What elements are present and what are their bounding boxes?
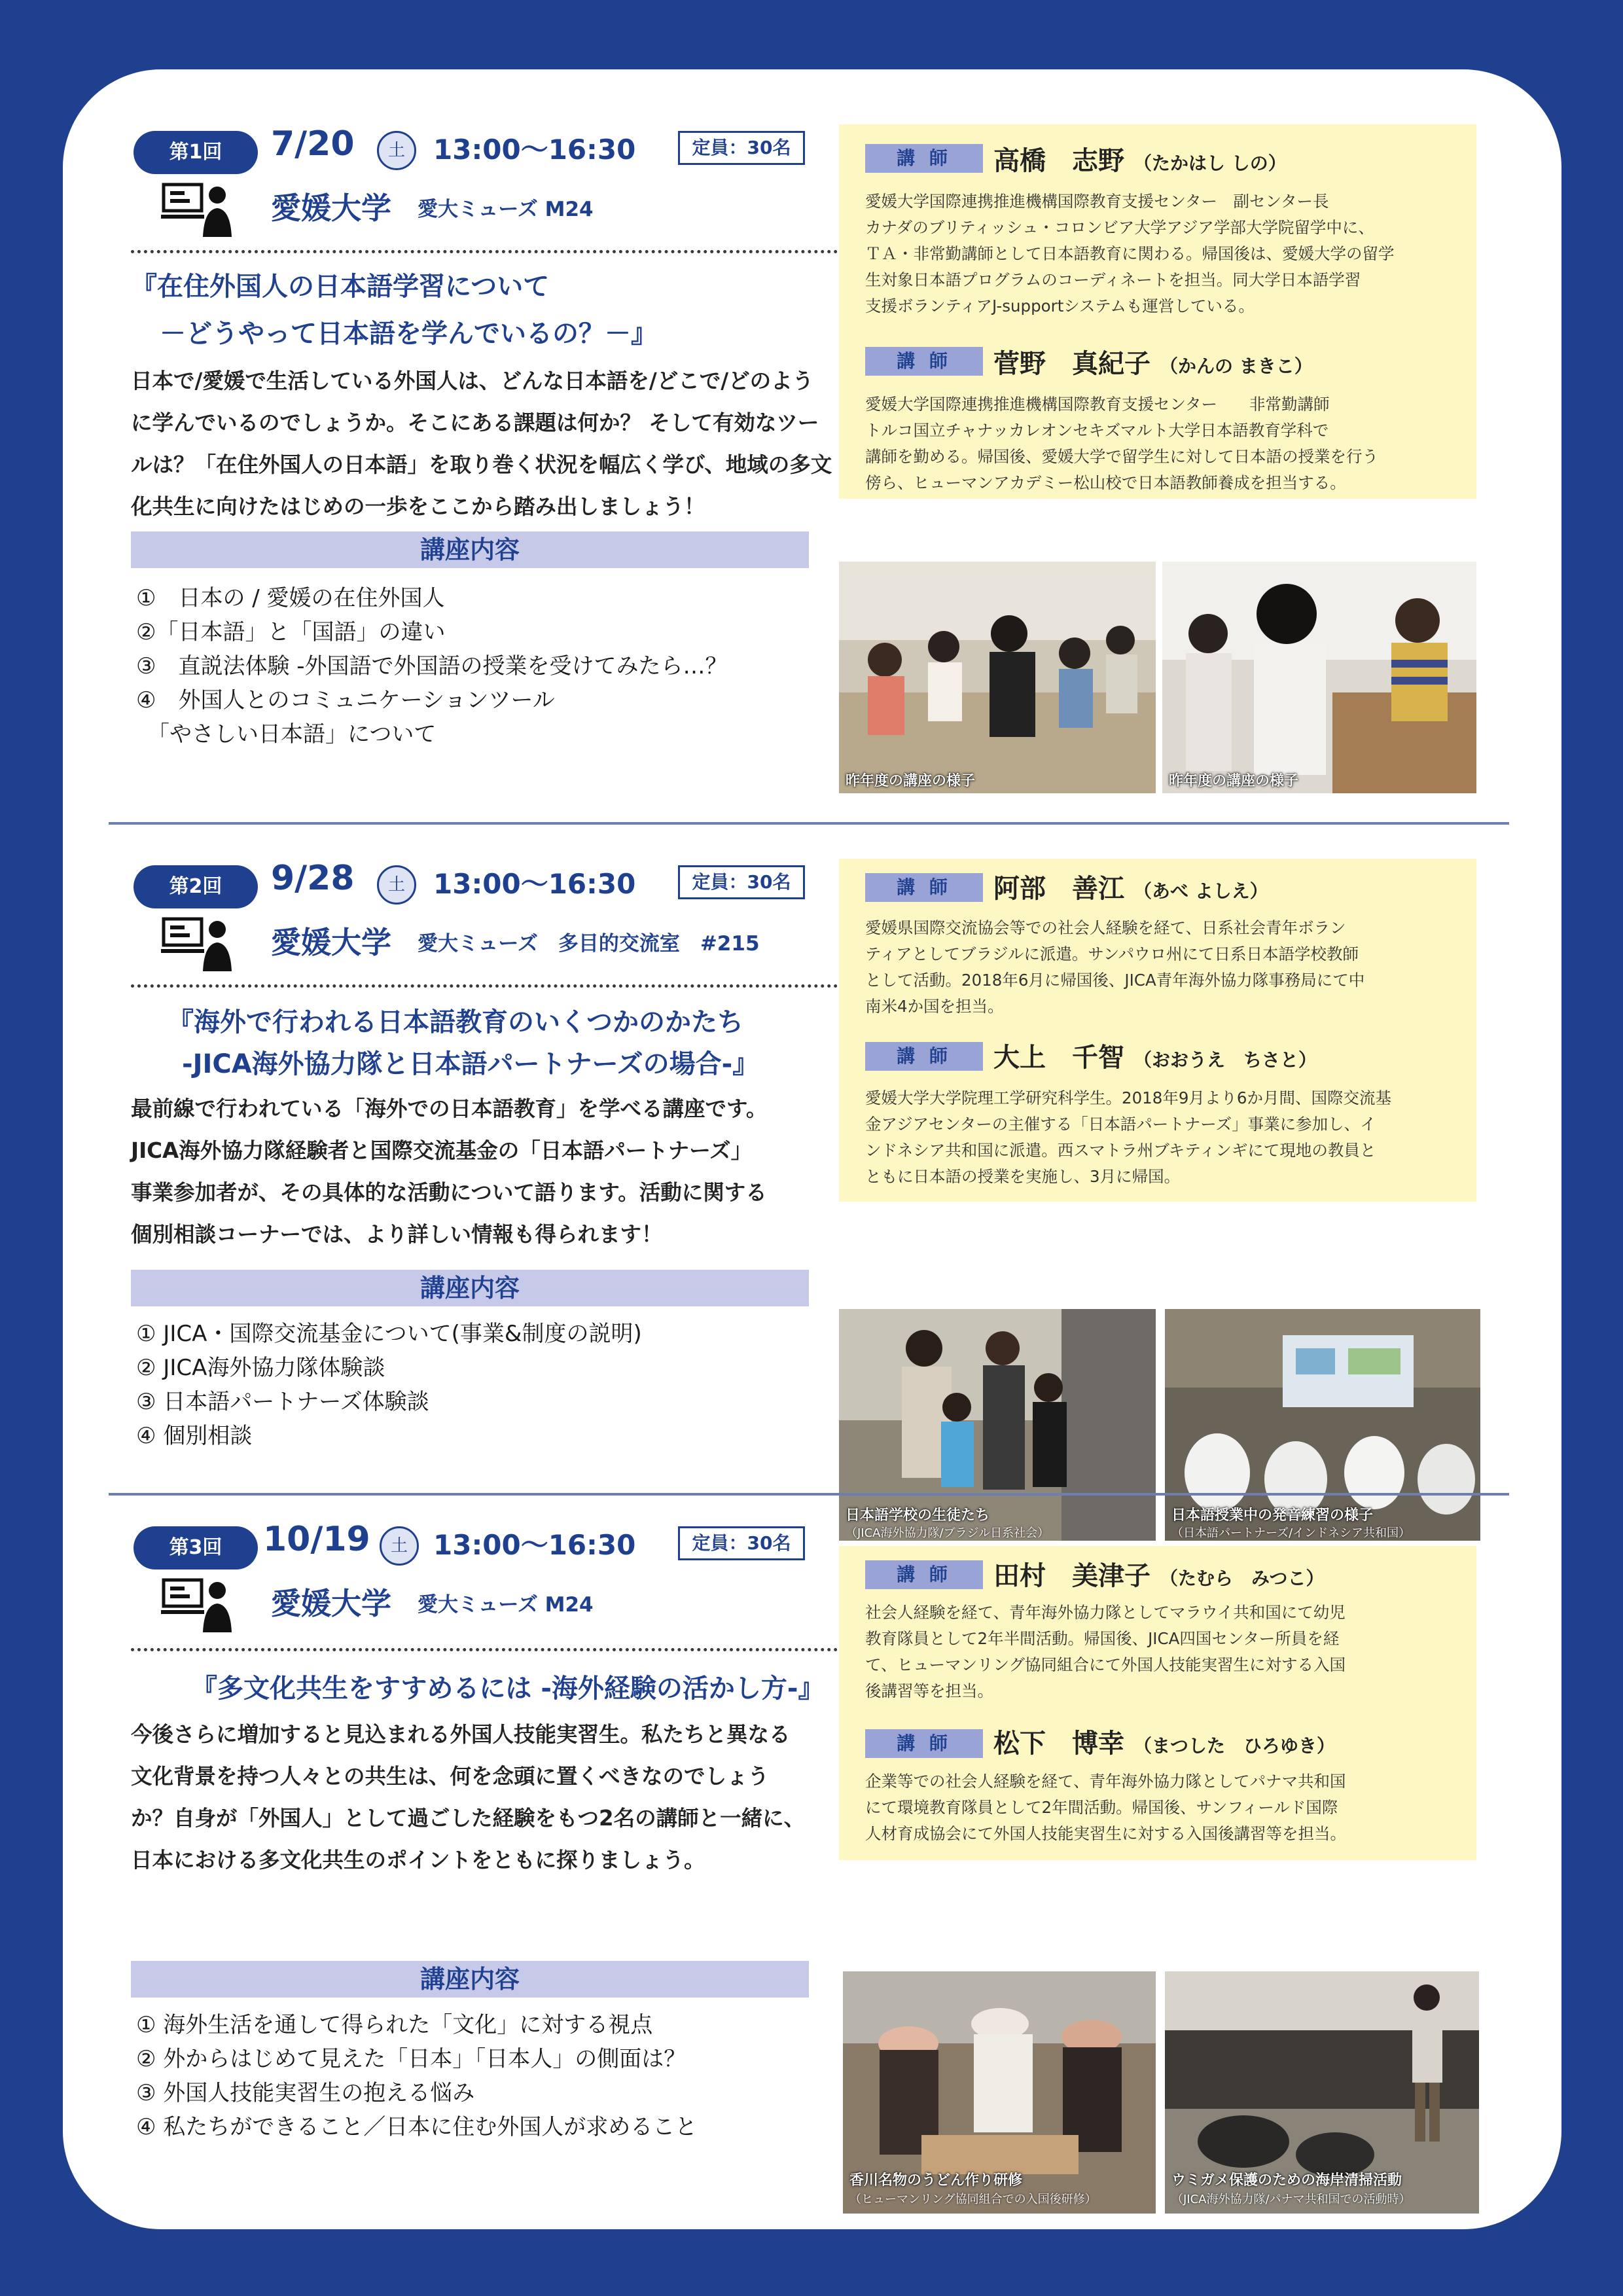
dotted-divider xyxy=(131,250,870,253)
bio-line: 講師を勤める。帰国後、愛媛大学で留学生に対して日本語の授業を行う xyxy=(865,447,1378,466)
topic-line-2: －どうやって日本語を学んでいるの？－』 xyxy=(160,319,657,349)
instructor-name xyxy=(993,1037,1317,1074)
bio-line: ティアとしてブラジルに派遣。サンパウロ州にて日系日本語学校教師 xyxy=(865,944,1359,963)
description-line: 個別相談コーナーでは、より詳しい情報も得られます！ xyxy=(131,1222,663,1247)
content-item: ② 外からはじめて見えた「日本」「日本人」の側面は？ xyxy=(136,2046,687,2072)
instructor-kana: （まつした ひろゆき） xyxy=(1133,1735,1336,1757)
instructor-name-text: 大上 千智 xyxy=(993,1043,1124,1073)
content-item: ③ 直説法体験 -外国語で外国語の授業を受けてみたら…？ xyxy=(136,653,728,679)
content-item: ③ 日本語パートナーズ体験談 xyxy=(136,1389,429,1415)
section-divider xyxy=(109,1493,1509,1496)
session-time: 13:00～16:30 xyxy=(433,1529,636,1561)
photo-lecture-2 xyxy=(1162,562,1476,793)
description-line: 文化背景を持つ人々との共生は、何を念頭に置くべきなのでしょう xyxy=(131,1764,770,1789)
bio-line: トルコ国立チャナッカレオンセキズマルト大学日本語教育学科で xyxy=(865,421,1329,440)
session-date: 10/19 xyxy=(263,1520,370,1559)
bio-line: 人材育成協会にて外国人技能実習生に対する入国後講習等を担当。 xyxy=(865,1824,1346,1843)
section-divider xyxy=(109,822,1509,825)
content-item: ① JICA・国際交流基金について(事業&制度の説明) xyxy=(136,1321,642,1347)
photo-caption: ウミガメ保護のための海岸清掃活動 xyxy=(1171,2172,1402,2189)
capacity-box: 定員：30名 xyxy=(678,1526,805,1560)
content-item: 「やさしい日本語」について xyxy=(136,721,437,747)
day-of-week-badge: 土 xyxy=(377,131,416,170)
instructor-panel xyxy=(839,1546,1476,1860)
instructor-bio xyxy=(865,391,1467,496)
bio-line: 教育隊員として2年半間活動。帰国後、JICA四国センター所員を経 xyxy=(865,1629,1340,1648)
bio-line: 企業等での社会人経験を経て、青年海外協力隊としてパナマ共和国 xyxy=(865,1772,1346,1791)
photo-subcaption: （JICA海外協力隊/ブラジル日系社会） xyxy=(846,1526,1050,1540)
topic-line-2: -JICA海外協力隊と日本語パートナーズの場合-』 xyxy=(182,1049,759,1079)
capacity-box: 定員：30名 xyxy=(678,865,805,899)
description-line: 日本で/愛媛で生活している外国人は、どんな日本語を/どこで/どのよう xyxy=(131,368,814,393)
session-badge: 第1回 xyxy=(134,131,258,174)
content-item: ②「日本語」と「国語」の違い xyxy=(136,619,446,645)
instructor-panel xyxy=(839,124,1476,499)
photo-indonesia-class xyxy=(1165,1309,1480,1541)
photo-caption: 日本語学校の生徒たち xyxy=(846,1507,990,1524)
bio-line: 南米4か国を担当。 xyxy=(865,997,1004,1016)
bio-line: 愛媛大学国際連携推進機構国際教育支援センター 非常勤講師 xyxy=(865,395,1330,414)
bio-line: ＴＡ・非常勤講師として日本語教育に関わる。帰国後は、愛媛大学の留学 xyxy=(865,244,1395,263)
bio-line: 愛媛大学大学院理工学研究科学生。2018年9月より6か月間、国際交流基 xyxy=(865,1088,1392,1107)
photo-subcaption: （日本語パートナーズ/インドネシア共和国） xyxy=(1171,1526,1410,1540)
session-description xyxy=(131,360,883,528)
content-header-bar: 講座内容 xyxy=(131,1270,809,1306)
instructor-name-text: 松下 博幸 xyxy=(993,1729,1124,1759)
description-line: 事業参加者が、その具体的な活動について語ります。活動に関する xyxy=(131,1180,767,1205)
instructor-name xyxy=(993,1555,1324,1592)
instructor-bio xyxy=(865,188,1467,319)
venue-name: 愛媛大学 xyxy=(271,925,391,960)
photo-beach-cleanup xyxy=(1165,1971,1479,2214)
photo-brazil-students xyxy=(839,1309,1156,1541)
instructor-name-text: 田村 美津子 xyxy=(993,1561,1150,1591)
session-badge: 第3回 xyxy=(134,1526,258,1570)
content-item: ② JICA海外協力隊体験談 xyxy=(136,1355,385,1381)
content-item: ③ 外国人技能実習生の抱える悩み xyxy=(136,2080,475,2106)
session-badge: 第2回 xyxy=(134,865,258,908)
venue-name: 愛媛大学 xyxy=(271,190,391,226)
photo-caption: 香川名物のうどん作り研修 xyxy=(849,2172,1023,2189)
session-description xyxy=(131,1713,883,1881)
content-header-bar: 講座内容 xyxy=(131,1961,809,1998)
description-line: ルは？「在住外国人の日本語」を取り巻く状況を幅広く学び、地域の多文 xyxy=(131,452,832,477)
bio-line: カナダのブリティッシュ・コロンビア大学アジア学部大学院留学中に、 xyxy=(865,218,1374,237)
instructor-kana: （おおうえ ちさと） xyxy=(1133,1049,1317,1071)
content-list xyxy=(136,2008,697,2144)
dotted-divider xyxy=(131,1648,870,1651)
instructor-tag: 講 師 xyxy=(865,1042,983,1071)
topic-line-1: 『多文化共生をすすめるには -海外経験の活かし方-』 xyxy=(191,1674,825,1704)
bio-line: 愛媛県国際交流協会等での社会人経験を経て、日系社会青年ボラン xyxy=(865,918,1346,937)
instructor-tag: 講 師 xyxy=(865,1729,983,1758)
venue-detail: 愛大ミューズ M24 xyxy=(418,198,594,221)
content-item: ④ 外国人とのコミュニケーションツール xyxy=(136,687,555,713)
session-date: 9/28 xyxy=(271,859,355,898)
content-item: ① 日本の / 愛媛の在住外国人 xyxy=(136,585,445,611)
capacity-box: 定員：30名 xyxy=(678,131,805,165)
bio-line: 傍ら、ヒューマンアカデミー松山校で日本語教師養成を担当する。 xyxy=(865,473,1346,492)
instructor-tag: 講 師 xyxy=(865,144,983,173)
content-list xyxy=(136,581,728,751)
instructor-kana: （たむら みつこ） xyxy=(1160,1568,1325,1589)
content-item: ④ 個別相談 xyxy=(136,1423,253,1449)
session-time: 13:00～16:30 xyxy=(433,134,636,166)
instructor-tag: 講 師 xyxy=(865,347,983,376)
bio-line: 金アジアセンターの主催する「日本語パートナーズ」事業に参加し、イ xyxy=(865,1115,1376,1134)
instructor-name-text: 阿部 善江 xyxy=(993,874,1124,904)
instructor-bio xyxy=(865,1600,1467,1704)
description-line: か？自身が「外国人」として過ごした経験をもつ2名の講師と一緒に、 xyxy=(131,1806,806,1831)
topic-line-1: 『在住外国人の日本語学習について xyxy=(131,272,550,302)
instructor-tag: 講 師 xyxy=(865,1560,983,1589)
photo-caption: 昨年度の講座の様子 xyxy=(846,773,976,789)
online-lecture-icon xyxy=(161,1576,233,1635)
bio-line: 後講習等を担当。 xyxy=(865,1681,993,1700)
description-line: に学んでいるのでしょうか。そこにある課題は何か？ そして有効なツー xyxy=(131,410,819,435)
photo-subcaption: （JICA海外協力隊/パナマ共和国での活動時） xyxy=(1171,2193,1411,2206)
bio-line: 愛媛大学国際連携推進機構国際教育支援センター 副センター長 xyxy=(865,192,1329,211)
instructor-name-text: 高橋 志野 xyxy=(993,146,1124,176)
venue-detail: 愛大ミューズ 多目的交流室 #215 xyxy=(418,932,760,956)
instructor-kana: （たかはし しの） xyxy=(1133,152,1287,174)
instructor-bio xyxy=(865,915,1467,1020)
instructor-tag: 講 師 xyxy=(865,873,983,902)
instructor-kana: （あべ よしえ） xyxy=(1133,880,1268,902)
photo-caption: 日本語授業中の発音練習の様子 xyxy=(1171,1507,1374,1524)
content-item: ④ 私たちができること／日本に住む外国人が求めること xyxy=(136,2114,698,2140)
description-line: 最前線で行われている「海外での日本語教育」を学べる講座です。 xyxy=(131,1096,768,1121)
instructor-name xyxy=(993,343,1313,380)
bio-line: にて環境教育隊員として2年間活動。帰国後、サンフィールド国際 xyxy=(865,1798,1338,1817)
instructor-kana: （かんの まきこ） xyxy=(1160,355,1313,377)
bio-line: として活動。2018年6月に帰国後、JICA青年海外協力隊事務局にて中 xyxy=(865,971,1365,990)
instructor-name-text: 菅野 真紀子 xyxy=(993,349,1150,379)
content-list xyxy=(136,1317,642,1453)
description-line: 化共生に向けたはじめの一歩をここから踏み出しましょう！ xyxy=(131,494,705,519)
description-line: JICA海外協力隊経験者と国際交流基金の「日本語パートナーズ」 xyxy=(131,1138,753,1163)
day-of-week-badge: 土 xyxy=(380,1526,419,1566)
photo-lecture-1 xyxy=(839,562,1156,793)
session-time: 13:00～16:30 xyxy=(433,868,636,900)
instructor-name xyxy=(993,140,1287,177)
venue-detail: 愛大ミューズ M24 xyxy=(418,1593,594,1617)
online-lecture-icon xyxy=(161,181,233,240)
content-header-bar: 講座内容 xyxy=(131,531,809,568)
instructor-name xyxy=(993,1723,1335,1760)
online-lecture-icon xyxy=(161,915,233,974)
content-item: ① 海外生活を通して得られた「文化」に対する視点 xyxy=(136,2012,653,2038)
bio-line: 支援ボランティアJ-supportシステムも運営している。 xyxy=(865,296,1255,315)
dotted-divider xyxy=(131,984,870,988)
topic-line-1: 『海外で行われる日本語教育のいくつかのかたち xyxy=(168,1007,743,1037)
bio-line: ンドネシア共和国に派遣。西スマトラ州ブキティンギにて現地の教員と xyxy=(865,1141,1376,1160)
instructor-panel xyxy=(839,859,1476,1202)
day-of-week-badge: 土 xyxy=(377,865,416,905)
bio-line: ともに日本語の授業を実施し、3月に帰国。 xyxy=(865,1167,1181,1186)
description-line: 日本における多文化共生のポイントをともに探りましょう。 xyxy=(131,1848,705,1873)
instructor-bio xyxy=(865,1768,1467,1847)
bio-line: 社会人経験を経て、青年海外協力隊としてマラウイ共和国にて幼児 xyxy=(865,1603,1346,1622)
bio-line: 生対象日本語プログラムのコーディネートを担当。同大学日本語学習 xyxy=(865,270,1361,289)
instructor-name xyxy=(993,868,1268,905)
photo-udon-training xyxy=(843,1971,1156,2214)
bio-line: て、ヒューマンリング協同組合にて外国人技能実習生に対する入国 xyxy=(865,1655,1346,1674)
venue-name: 愛媛大学 xyxy=(271,1586,391,1621)
session-description xyxy=(131,1088,883,1255)
flyer-card xyxy=(63,69,1561,2229)
session-date: 7/20 xyxy=(271,124,355,164)
description-line: 今後さらに増加すると見込まれる外国人技能実習生。私たちと異なる xyxy=(131,1722,791,1747)
photo-caption: 昨年度の講座の様子 xyxy=(1169,773,1299,789)
photo-subcaption: （ヒューマンリング協同組合での入国後研修） xyxy=(849,2193,1097,2206)
instructor-bio xyxy=(865,1085,1467,1190)
